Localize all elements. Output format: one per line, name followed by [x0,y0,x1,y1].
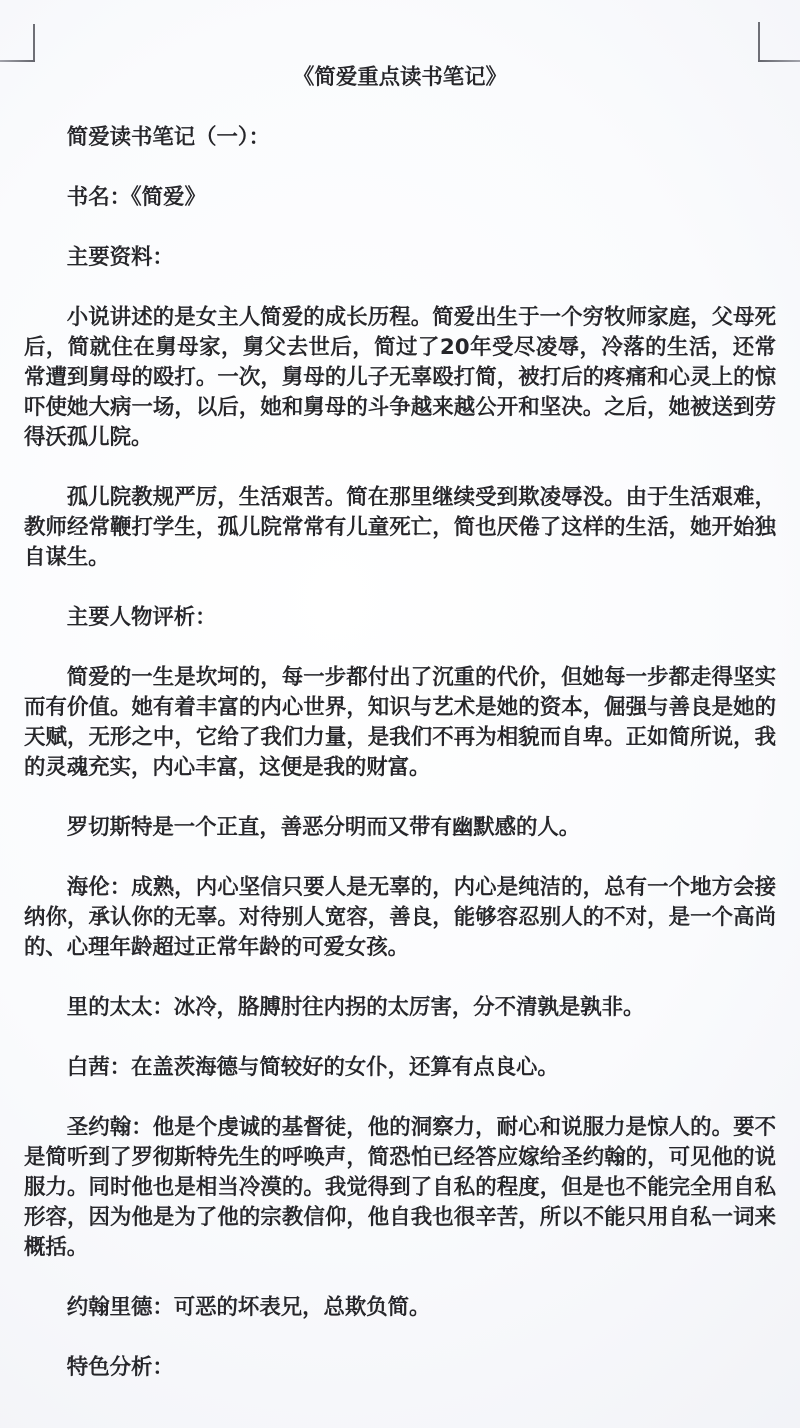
paragraph-st-john: 圣约翰：他是个虔诚的基督徒，他的洞察力，耐心和说服力是惊人的。要不是简听到了罗彻斯特先生的呼唤声，简恐怕已经答应嫁给圣约翰的，可见他的说服力。同时他也是相当冷漠的。我觉得到了自私的程度，但是也不能完全用自私形容，因为他是为了他的宗教信仰，他自我也很辛苦，所以不能只用自私一词来概括。 [24,1115,776,1260]
paragraph-plot-1: 小说讲述的是女主人简爱的成长历程。简爱出生于一个穷牧师家庭，父母死后，简就住在舅母家，舅父去世后，简过了20年受尽凌辱，冷落的生活，还常常遭到舅母的殴打。一次，舅母的儿子无辜殴打简，被打后的疼痛和心灵上的惊吓使她大病一场，以后，她和舅母的斗争越来越公开和坚决。之后，她被送到劳得沃孤儿院。 [24,305,776,450]
crop-mark-top-right-horizontal-icon [758,60,800,62]
section-heading-main-info: 主要资料： [66,245,174,270]
note-heading: 简爱读书笔记（一）： [66,125,271,150]
paragraph-rochester: 罗切斯特是一个正直，善恶分明而又带有幽默感的人。 [66,815,581,840]
doc-title: 《简爱重点读书笔记》 [293,65,507,90]
section-heading-characters: 主要人物评析： [66,605,217,630]
paragraph-john-reed: 约翰里德：可恶的坏表兄，总欺负简。 [66,1295,431,1320]
paragraph-jane: 简爱的一生是坎坷的，每一步都付出了沉重的代价，但她每一步都走得坚实而有价值。她有着丰富的内心世界，知识与艺术是她的资本，倔强与善良是她的天赋，无形之中，它给了我们力量，是我们不再为相貌而自卑。正如简所说，我的灵魂充实，内心丰富，这便是我的财富。 [24,665,776,780]
book-name: 书名：《简爱》 [66,185,206,210]
crop-mark-top-left-horizontal-icon [0,60,35,62]
crop-mark-top-right-vertical-icon [758,22,760,62]
section-heading-features: 特色分析： [66,1355,174,1380]
document-content [24,63,776,1383]
crop-mark-top-left-vertical-icon [33,24,35,62]
paragraph-plot-2: 孤儿院教规严厉，生活艰苦。简在那里继续受到欺凌辱没。由于生活艰难，教师经常鞭打学生，孤儿院常常有儿童死亡，简也厌倦了这样的生活，她开始独自谋生。 [24,485,776,570]
paragraph-mrs-reed: 里的太太：冰冷，胳膊肘往内拐的太厉害，分不清孰是孰非。 [66,995,645,1020]
paragraph-bessie: 白茜：在盖茨海德与简较好的女仆，还算有点良心。 [66,1055,559,1080]
paragraph-helen: 海伦：成熟，内心坚信只要人是无辜的，内心是纯洁的，总有一个地方会接纳你，承认你的无辜。对待别人宽容，善良，能够容忍别人的不对，是一个高尚的、心理年龄超过正常年龄的可爱女孩。 [24,875,776,960]
